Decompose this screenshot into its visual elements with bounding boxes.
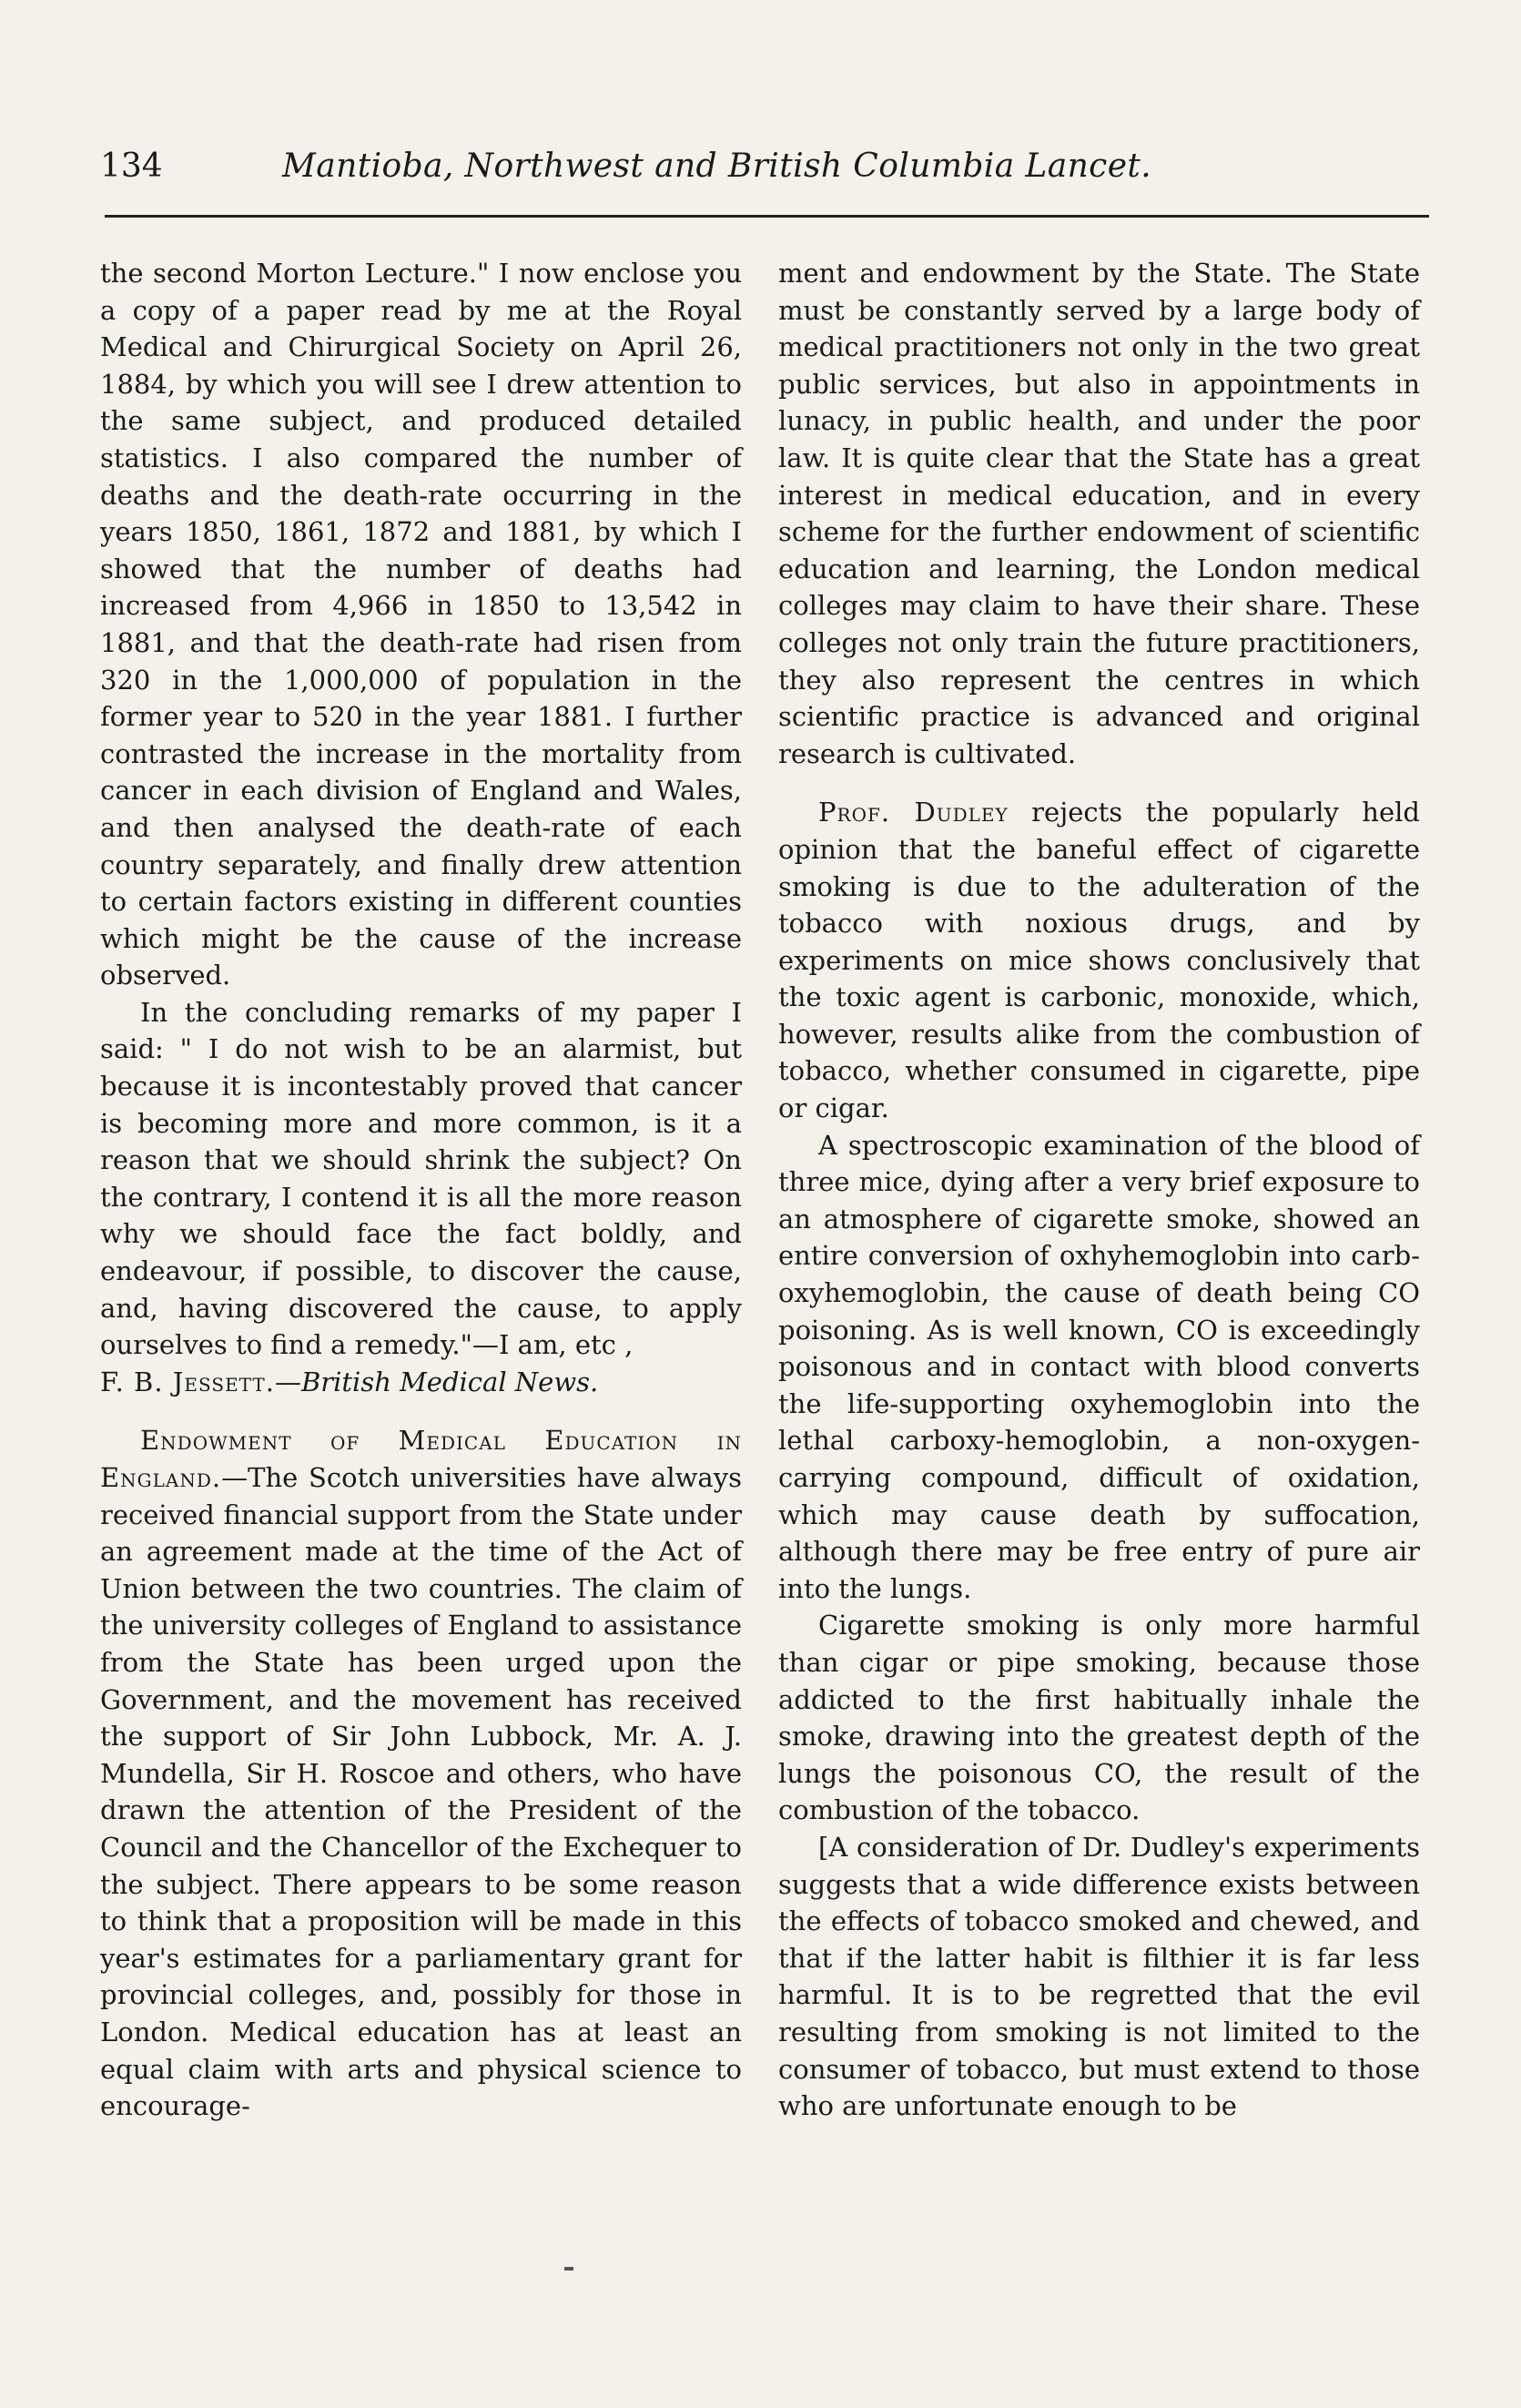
running-title: Mantioba, Northwest and British Columbia Lancet.: [282, 147, 1152, 185]
section-heading-endowment: Endowment of Medical Education in England.: [100, 1425, 742, 1493]
right-paragraph-5: [A consideration of Dr. Dudley's experiments suggests that a wide difference exists between the effects of tobacco smoked and chewed, and that if the latter habit is filthier it is far less harmful. It is to be regretted that the evil resulting from smoking is not limited to the consumer of tobacco, but must extend to those who are unfortunate enough to be: [778, 1831, 1420, 2122]
endowment-body: —The Scotch universities have always received financial support from the State under an agreement made at the time of the Act of Union between the two countries. The claim of the university colleges of England to assistance from the State has been urged upon the Government, and the movement has received the support of Sir John Lubbock, Mr. A. J. Mundella, Sir H. Roscoe and others, who have drawn the attention of the President of the Council and the Chancellor of the Exchequer to the subject. There appears to be some reason to think that a proposition will be made in this year's estimates for a parliamentary grant for provincial colleges, and, possibly for those in London. Medical education has at least an equal claim with arts and physical science to encourage-: [100, 1462, 742, 2122]
dudley-lead: Prof. Dudley: [818, 797, 1009, 828]
quoted-remarks: In the concluding remarks of my paper I said: " I do not wish to be an alarmist, but because it is incontestably proved that cancer is becoming more and more common, is it a reason that we should shrink the subject? On the contrary, I contend it is all the more reason why we should face the fact boldly, and endeavour, if possible, to discover the cause, and, having discovered the cause, to apply ourselves to find a remedy."—I am, etc ,: [100, 996, 742, 1361]
left-paragraph-2: [100, 994, 742, 1401]
left-column: [100, 255, 742, 2125]
right-paragraph-3: A spectroscopic examination of the blood of three mice, dying after a very brief exposure to an atmosphere of cigarette smoke, showed an entire conversion of oxhyhemoglobin into carb-oxyhemoglobin, the cause of death being CO poisoning. As is well known, CO is exceedingly poisonous and in contact with blood converts the life-supporting oxyhemoglobin into the lethal carboxy-hemoglobin, a non-oxygen-carrying compound, difficult of oxidation, which may cause death by suffocation, although there may be free entry of pure air into the lungs.: [778, 1129, 1420, 1604]
bottom-mark: [564, 2267, 573, 2271]
signature: F. B. Jessett.: [100, 1366, 275, 1397]
right-paragraph-1: ment and endowment by the State. The State must be constantly served by a large body of medical practitioners not only in the two great public services, but also in appointments in lunacy, in public health, and under the poor law. It is quite clear that the State has a great interest in medical education, and in every scheme for the further endowment of scientific education and learning, the London medical colleges may claim to have their share. These colleges not only train the future practitioners, they also represent the centres in which scientific practice is advanced and original research is cultivated.: [778, 258, 1420, 769]
left-paragraph-3: [100, 1422, 742, 2124]
right-column: [778, 255, 1420, 2125]
source-citation: —British Medical News.: [274, 1366, 599, 1397]
right-paragraph-4: Cigarette smoking is only more harmful than cigar or pipe smoking, because those addicted to the first habitually inhale the smoke, drawing into the greatest depth of the lungs the poisonous CO, the result of the combustion of the tobacco.: [778, 1610, 1420, 1826]
header-rule: [105, 215, 1429, 218]
page-header: [100, 137, 1420, 191]
left-paragraph-1: the second Morton Lecture." I now enclose you a copy of a paper read by me at the Royal Medical and Chirurgical Society on April 26, 1884, by which you will see I drew attention to the same subject, and produced detailed statistics. I also compared the number of deaths and the death-rate occurring in the years 1850, 1861, 1872 and 1881, by which I showed that the number of deaths had increased from 4,966 in 1850 to 13,542 in 1881, and that the death-rate had risen from 320 in the 1,000,000 of population in the former year to 520 in the year 1881. I further contrasted the increase in the mortality from cancer in each division of England and Wales, and then analysed the death-rate of each country separately, and finally drew attention to certain factors existing in different counties which might be the cause of the increase observed.: [100, 258, 742, 991]
dudley-body: rejects the popularly held opinion that the baneful effect of cigarette smoking is due to the adulteration of the tobacco with noxious drugs, and by experiments on mice shows conclusively that the toxic agent is carbonic, monoxide, which, however, results alike from the combustion of tobacco, whether consumed in cigarette, pipe or cigar.: [778, 797, 1420, 1124]
page-number: 134: [100, 147, 163, 185]
right-paragraph-2: [778, 794, 1420, 1126]
